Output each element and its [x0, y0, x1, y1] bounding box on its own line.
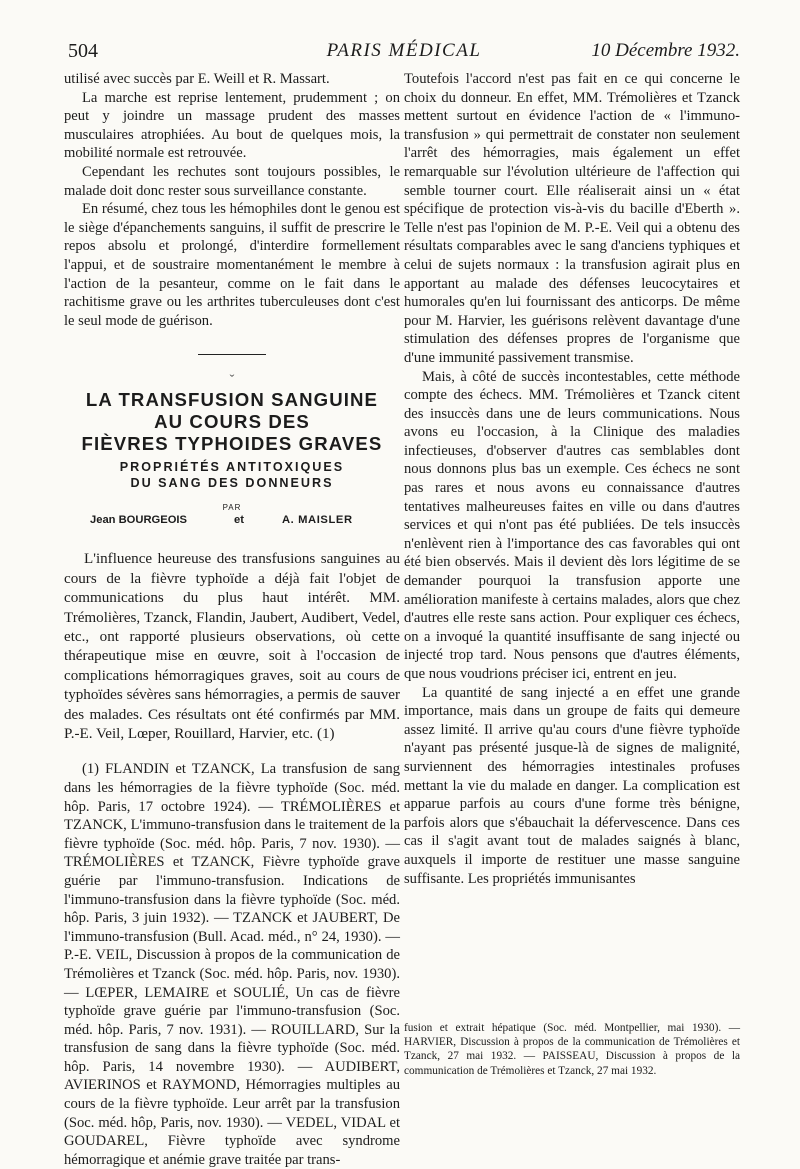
page-number: 504: [68, 40, 98, 62]
journal-name: PARIS MÉDICAL: [326, 40, 482, 61]
article-subtitle-line: DU SANG DES DONNEURS: [130, 476, 334, 491]
divider-mark: ˇ: [229, 373, 235, 389]
author-name: Jean BOURGEOIS: [90, 514, 187, 527]
article-subtitle: [64, 459, 400, 491]
paragraph: Cependant les rechutes sont toujours possibles, le malade doit donc rester sous surveillance constante.: [64, 163, 400, 199]
byline: [64, 514, 400, 532]
paragraph: La quantité de sang injecté a en effet une grande importance, mais dans un groupe de faits qui demeure assez limité. Il arrive qu'au cours d'une fièvre typhoïde n'ayant pas présenté jusque-là de signes de malignité, surviennent des hémorragies intestinales profuses mettant la vie du malade en danger. La complication est apparue parfois au cours d'une forme très bénigne, parfois alors que s'ébauchait la défervescence. Dans ces cas il s'agit avant tout de malades saignés à blanc, auxquels il importe de restituer une masse sanguine suffisante. Les propriétés immunisantes: [404, 684, 740, 887]
article-title: [64, 389, 400, 455]
left-column: [64, 70, 400, 1169]
running-header: [68, 40, 740, 74]
footnotes-left: [64, 760, 400, 1169]
author-name: A. MAISLER: [282, 514, 353, 527]
author-conjunction: et: [234, 514, 244, 527]
byline-par: PAR: [222, 503, 242, 513]
right-column: [404, 70, 740, 888]
footnote: (1) FLANDIN et TZANCK, La transfusion de sang dans les hémorragies de la fièvre typhoïde (Soc. méd. hôp. Paris, 17 octobre 1924). — TRÉMOLIÈRES et TZANCK, L'immuno-transfusion dans le traitement de la fièvre typhoïde (Soc. méd. hôp. Paris, 7 nov. 1930). — TRÉMOLIÈRES et TZANCK, Fièvre typhoïde grave guérie par l'immuno-transfusion. Indications de l'immuno-transfusion dans la fièvre typhoïde (Soc. méd. hôp. Paris, 3 juin 1932). — TZANCK et JAUBERT, De l'immuno-transfusion (Bull. Acad. méd., n° 24, 1930). — P.-E. VEIL, Discussion à propos de la communication de Trémolières et Tzanck (Soc. méd. hôp. Paris, nov. 1930). — LŒPER, LEMAIRE et SOULIÉ, Un cas de fièvre typhoïde grave guérie par l'immuno-transfusion (Soc. méd. hôp. Paris, 7 nov. 1931). — ROUILLARD, Sur la transfusion de sang dans la fièvre typhoïde (Soc. méd. hôp. Paris, 14 novembre 1930). — AUDIBERT, AVIERINOS et RAYMOND, Hémorragies multiples au cours de la fièvre typhoïde. Leur arrêt par la transfusion (Soc. méd. hôp, Paris, nov. 1930). — VEDEL, VIDAL et GOUDAREL, Fièvre typhoïde avec syndrome hémorragique et anémie grave traitée par trans-: [64, 761, 400, 1168]
paragraph: En résumé, chez tous les hémophiles dont le genou est le siège d'épanchements sanguins, il suffit de prescrire le repos absolu et prolongé, d'interdire formellement l'appui, et de soustraire momentanément le membre à l'action de la pesanteur, comme on le fait dans le rachitisme grave ou les arthrites tuberculeuses dont c'est le seul mode de guérison.: [64, 201, 400, 329]
section-divider: [198, 354, 266, 355]
article-subtitle-line: PROPRIÉTÉS ANTITOXIQUES: [119, 460, 345, 475]
paragraph: Toutefois l'accord n'est pas fait en ce qui concerne le choix du donneur. En effet, MM. Trémolières et Tzanck mettent surtout en évidence l'action de « l'immuno-transfusion » qui permettrait de constater non seulement l'arrêt des hémorragies, mais également un effet remarquable sur l'évolution ultérieure de l'affection qui semble tourner court. Elle réaliserait ainsi un « état spécifique de protection vis-à-vis du bacille d'Eberth ». Telle n'est pas l'opinion de M. P.-E. Veil qui a obtenu des résultats comparables avec le sang d'anciens typhiques et celui de sujets normaux : la transfusion agirait plus en apportant au malade des défenses leucocytaires et humorales qu'en lui fournissant des anticorps. De même pour M. Harvier, les guérisons relèvent davantage d'une stimulation des défenses propres de l'organisme que d'une immunité passivement transmise.: [404, 71, 740, 366]
article-title-line: AU COURS DES: [154, 411, 310, 433]
issue-date: 10 Décembre 1932.: [591, 40, 740, 61]
footnote-continued: fusion et extrait hépatique (Soc. méd. Montpellier, mai 1930). — HARVIER, Discussion à propos de la communication de Trémolières et Tzanck, 27 mai 1932. — PAISSEAU, Discussion à propos de la communication de Trémolières et Tzanck, 27 mai 1932.: [404, 1022, 740, 1077]
article-title-line: FIÈVRES TYPHOIDES GRAVES: [81, 433, 383, 455]
paragraph: utilisé avec succès par E. Weill et R. Massart.: [64, 71, 330, 87]
paragraph: La marche est reprise lentement, prudemment ; on peut y joindre un massage prudent des masses musculaires atrophiées. Au bout de quelques mois, la mobilité normale est retrouvée.: [64, 89, 400, 162]
paragraph: Mais, à côté de succès incontestables, cette méthode compte des échecs. MM. Trémolières et Tzanck citent des insuccès dans une de leurs communications. Nous avons eu l'occasion, à la Clinique des maladies infectieuses, d'observer d'autres cas semblables dont nous donnons plus bas un exemple. Ces échecs ne sont pas rares et nous avons eu connaissance d'autres tentatives malheureuses faites en ville ou dans d'autres services et qui n'ont pas été publiées. De tels insuccès n'enlèvent rien à l'importance des cas favorables qui ont été bien observés. Mais il devient dès lors légitime de se demander pourquoi la transfusion apporte une amélioration manifeste à certains malades, alors que chez d'autres elle reste sans action. Pour expliquer ces échecs, on a invoqué la quantité insuffisante de sang injecté ou injecté trop tard. Nous pensons que d'autres éléments, que nous voudrions préciser ici, entrent en jeu.: [404, 368, 740, 682]
article-title-line: LA TRANSFUSION SANGUINE: [85, 389, 379, 411]
footnotes-right: [404, 1021, 740, 1078]
article-intro: L'influence heureuse des transfusions sanguines au cours de la fièvre typhoïde a déjà fait l'objet de communications du plus haut intérêt. MM. Trémolières, Tzanck, Flandin, Jaubert, Audibert, Vedel, etc., ont rapporté plusieurs observations, où cette thérapeutique mise en œuvre, soit à l'occasion de complications hémorragiques graves, soit au cours de typhoïdes sévères sans hémorragies, a permis de sauver des malades. Ces résultats ont été confirmés par MM. P.-E. Veil, Lœper, Rouillard, Harvier, etc. (1): [64, 551, 400, 742]
